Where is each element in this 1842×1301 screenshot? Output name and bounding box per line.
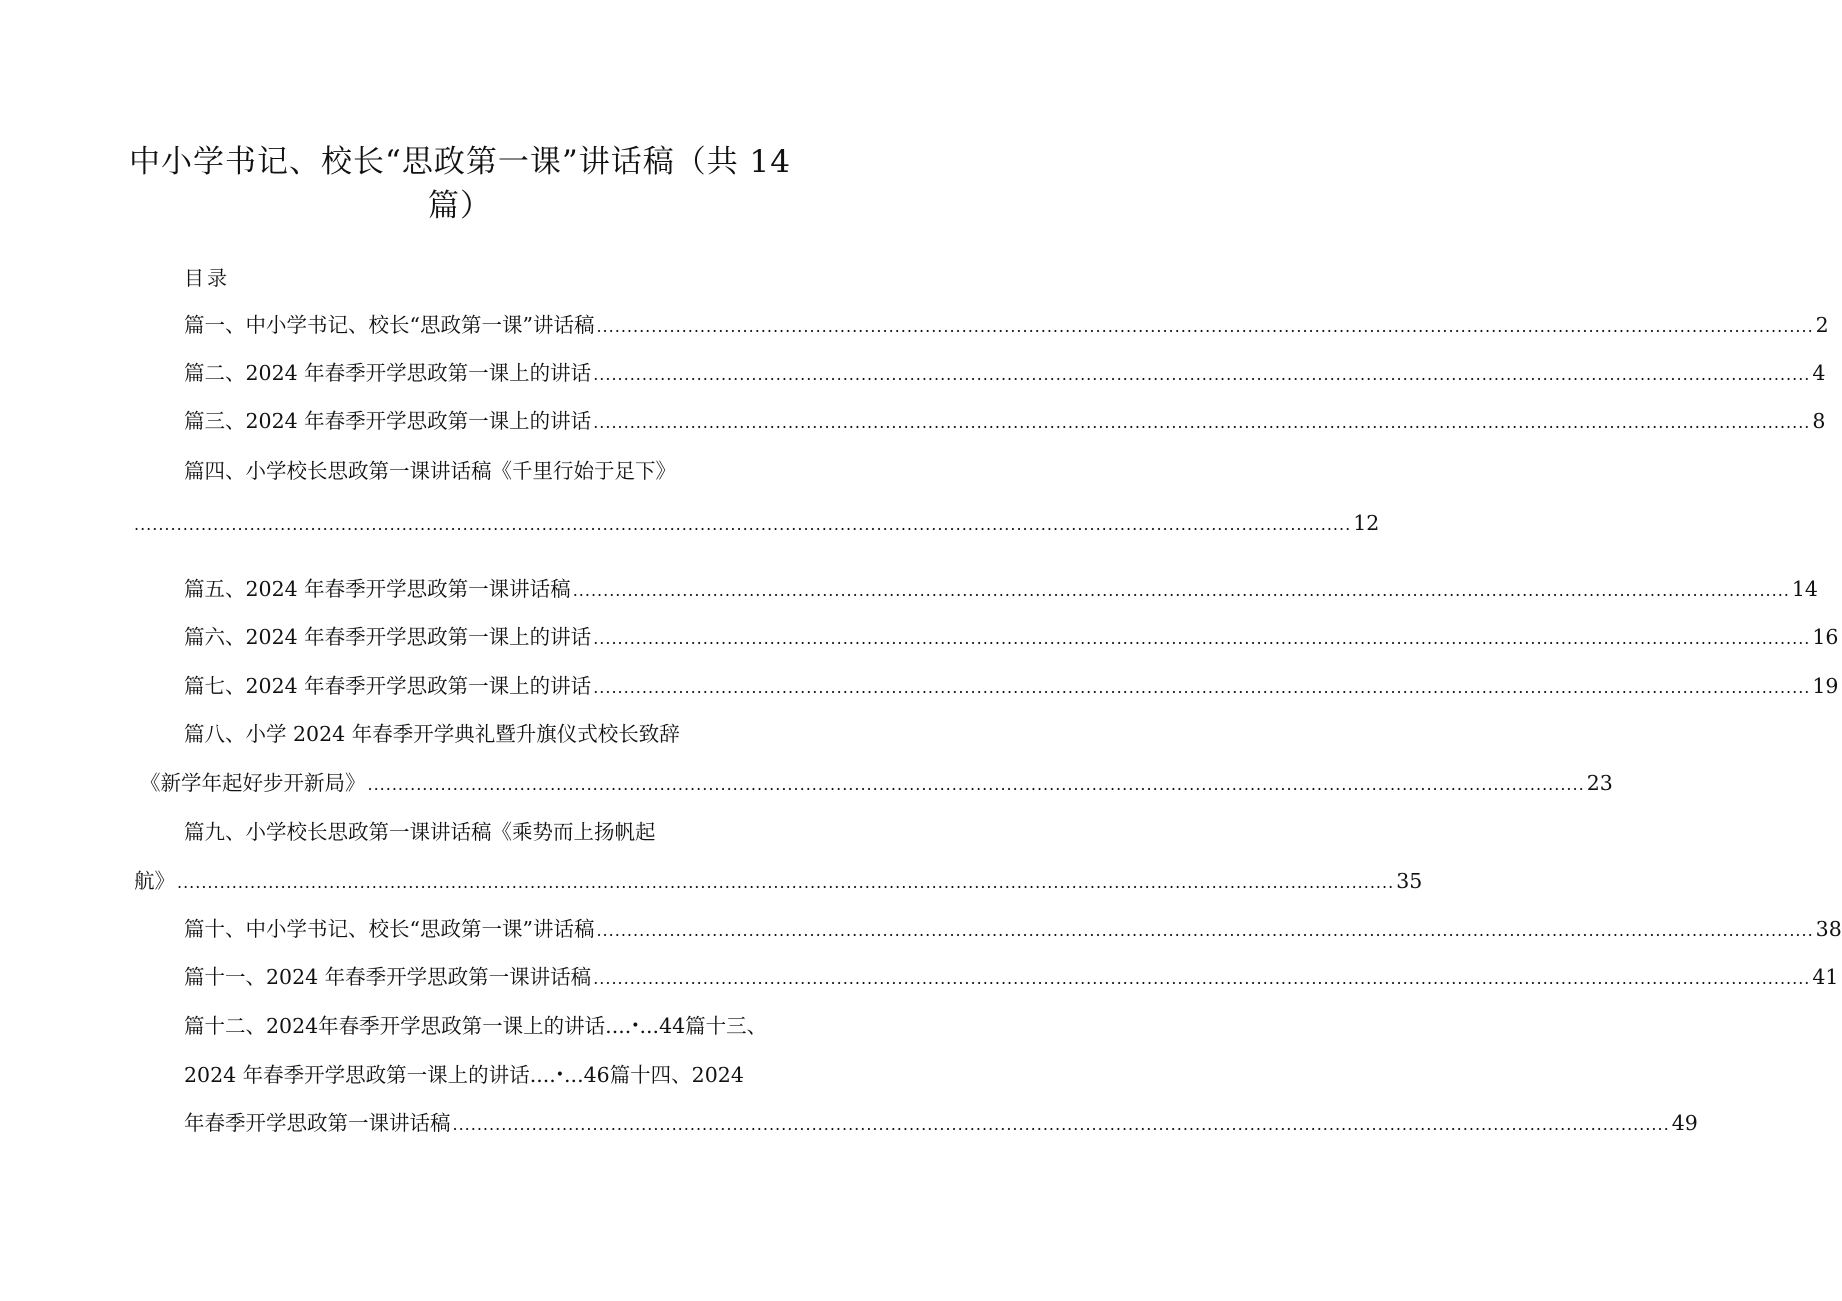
leader-dots: ........................................................................................................................................................................................................ xyxy=(367,775,1585,794)
leader-dots: ........................................................................................................................................................................................................ xyxy=(596,317,1814,336)
toc-page-number: 23 xyxy=(1586,771,1613,795)
leader-dots: ... xyxy=(639,1014,660,1038)
toc-page-number: 46 xyxy=(583,1063,610,1087)
toc-entry-6[interactable] xyxy=(184,622,1839,654)
toc-heading: 目录 xyxy=(184,266,230,290)
leader-dots: ... xyxy=(564,1063,584,1087)
leader-dots: ........................................................................................................................................................................................................ xyxy=(593,629,1811,648)
toc-entry-10[interactable] xyxy=(184,914,1842,946)
leader-dots: ........................................................................................................................................................................................................ xyxy=(593,969,1811,988)
leader-dots: ........................................................................................................................................................................................................ xyxy=(452,1115,1670,1134)
toc-entry-text: 篇十二、2024年春季开学思政第一课上的讲话 xyxy=(184,1014,606,1038)
toc-entry-9-title[interactable]: 篇九、小学校长思政第一课讲话稿《乘势而上扬帆起 xyxy=(184,820,656,844)
title-line-1: 中小学书记、校长“思政第一课”讲话稿（共 14 xyxy=(129,144,791,180)
leader-dots: ........................................................................................................................................................................................................ xyxy=(593,413,1811,432)
leader-dots: ........................................................................................................................................................................................................ xyxy=(593,365,1811,384)
toc-entry-13-prefix: 篇十三、 xyxy=(685,1014,768,1038)
toc-entry-9-leader[interactable] xyxy=(134,866,1423,898)
toc-entry-text: 篇七、2024 年春季开学思政第一课上的讲话 xyxy=(184,674,592,698)
toc-page-number: 2 xyxy=(1815,313,1829,337)
leader-dots: ........................................................................................................................................................................................................ xyxy=(596,921,1814,940)
leader-dots: .... xyxy=(605,1014,632,1038)
toc-entry-1[interactable] xyxy=(184,310,1829,342)
toc-entry-2[interactable] xyxy=(184,358,1826,390)
toc-entry-13[interactable] xyxy=(184,1060,744,1093)
toc-page-number: 16 xyxy=(1812,625,1839,649)
title-line-2: 篇） xyxy=(428,188,492,224)
toc-entry-5[interactable] xyxy=(184,574,1818,606)
toc-entry-8-title[interactable]: 篇八、小学 2024 年春季开学典礼暨升旗仪式校长致辞 xyxy=(184,722,680,746)
toc-entry-text: 篇一、中小学书记、校长“思政第一课”讲话稿 xyxy=(184,313,595,337)
toc-entry-4-title[interactable]: 篇四、小学校长思政第一课讲话稿《千里行始于足下》 xyxy=(184,459,676,483)
leader-dots: ........................................................................................................................................................................................................ xyxy=(177,873,1395,892)
toc-page-number: 12 xyxy=(1353,511,1380,535)
toc-page-number: 44 xyxy=(659,1014,686,1038)
document-title xyxy=(110,140,810,228)
toc-entry-text: 篇十一、2024 年春季开学思政第一课讲话稿 xyxy=(184,965,592,989)
toc-entry-8-leader[interactable] xyxy=(140,768,1613,800)
toc-entry-text: 篇六、2024 年春季开学思政第一课上的讲话 xyxy=(184,625,592,649)
toc-entry-text: 篇三、2024 年春季开学思政第一课上的讲话 xyxy=(184,409,592,433)
leader-dots: ........................................................................................................................................................................................................ xyxy=(134,515,1352,534)
toc-entry-text: 《新学年起好步开新局》 xyxy=(140,771,366,795)
toc-entry-7[interactable] xyxy=(184,671,1839,703)
toc-entry-3[interactable] xyxy=(184,406,1826,438)
toc-entry-text: 篇十、中小学书记、校长“思政第一课”讲话稿 xyxy=(184,917,595,941)
toc-entry-text: 航》 xyxy=(134,869,175,893)
toc-page-number: 19 xyxy=(1812,674,1839,698)
toc-entry-12[interactable] xyxy=(184,1011,767,1044)
toc-entry-text: 篇五、2024 年春季开学思政第一课讲话稿 xyxy=(184,577,571,601)
toc-page-number: 14 xyxy=(1791,577,1818,601)
toc-entry-text: 篇二、2024 年春季开学思政第一课上的讲话 xyxy=(184,361,592,385)
bullet-glyph: • xyxy=(631,1018,640,1034)
toc-page-number: 4 xyxy=(1812,361,1826,385)
toc-page-number: 49 xyxy=(1671,1111,1698,1135)
toc-entry-text: 年春季开学思政第一课讲话稿 xyxy=(184,1111,451,1135)
bullet-glyph: • xyxy=(555,1067,565,1083)
toc-entry-text: 2024 年春季开学思政第一课上的讲话 xyxy=(184,1063,530,1087)
toc-entry-14-prefix: 篇十四、2024 xyxy=(609,1063,744,1087)
toc-page-number: 8 xyxy=(1812,409,1826,433)
toc-page-number: 35 xyxy=(1396,869,1423,893)
leader-dots: ........................................................................................................................................................................................................ xyxy=(572,581,1790,600)
leader-dots: ........................................................................................................................................................................................................ xyxy=(593,678,1811,697)
toc-entry-14[interactable] xyxy=(184,1108,1698,1140)
toc-entry-4-leader[interactable] xyxy=(134,508,1380,540)
leader-dots: .... xyxy=(529,1063,556,1087)
toc-entry-11[interactable] xyxy=(184,962,1839,994)
toc-page-number: 41 xyxy=(1812,965,1839,989)
toc-page-number: 38 xyxy=(1815,917,1842,941)
